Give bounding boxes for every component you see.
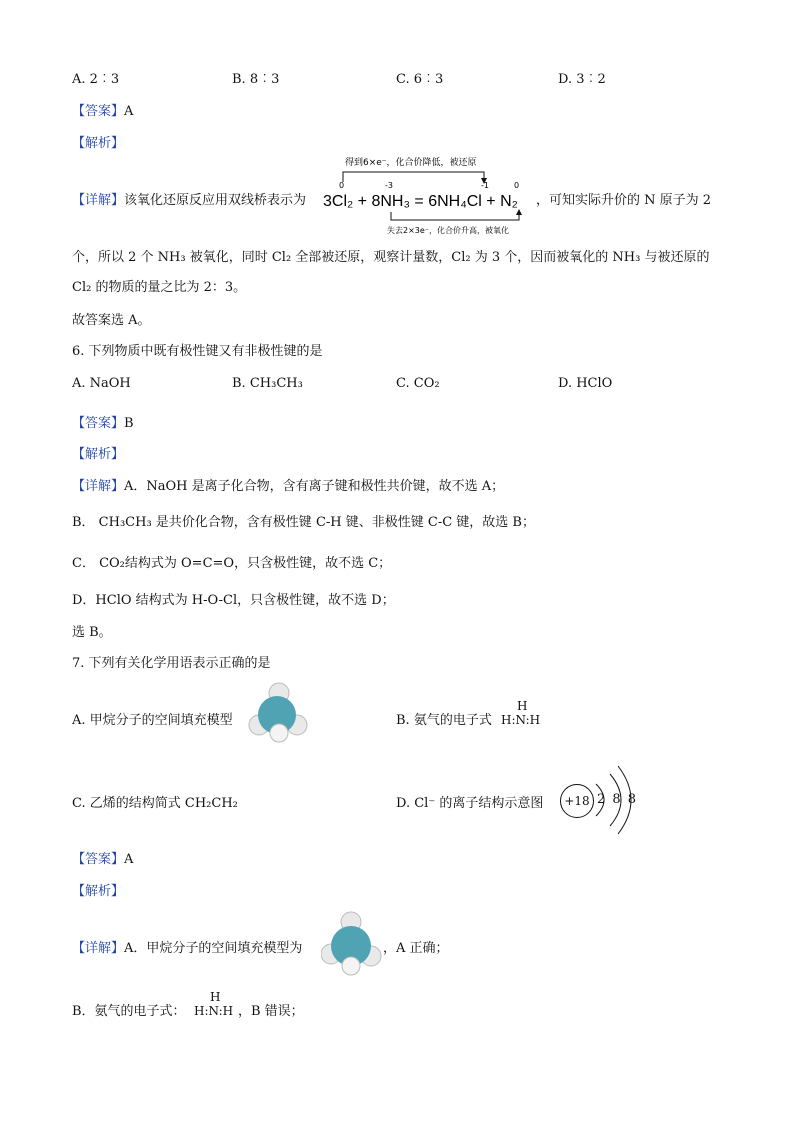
top-bracket <box>343 172 484 182</box>
q5-option-d: D. 3︰2 <box>558 72 606 87</box>
q6-option-c: C. CO₂ <box>396 376 440 391</box>
answer-tag: 【答案】 <box>72 852 125 867</box>
q7-analysis-tag: 【解析】 <box>72 884 125 899</box>
q6-option-d: D. HClO <box>558 376 613 391</box>
q5-detail-line3: Cl₂ 的物质的量之比为 2：3。 <box>72 280 247 295</box>
detail-tag: 【详解】 <box>72 193 125 208</box>
double-bridge-diagram <box>321 156 533 238</box>
nh3-row: H:N:H <box>194 1004 234 1018</box>
q6-analysis-tag: 【解析】 <box>72 447 125 462</box>
q6-answer <box>72 412 134 431</box>
nh3-electron-formula <box>501 699 540 727</box>
q6-detail-a <box>72 475 504 494</box>
q7-detail-b-end: ，B 错误； <box>238 1004 304 1019</box>
answer-value: A <box>124 852 134 867</box>
q7-detail-a <box>72 937 302 956</box>
q5-option-b: B. 8︰3 <box>232 72 280 87</box>
answer-value: B <box>124 416 134 431</box>
bottom-note: 失去2×3e⁻，化合价升高，被氧化 <box>387 226 510 235</box>
nh3-h-top: H <box>210 990 221 1004</box>
nh3-h-top: H <box>517 699 528 713</box>
q6-option-b: B. CH₃CH₃ <box>232 376 303 391</box>
electron-shells-icon <box>590 760 640 840</box>
ox-state: 0 <box>339 181 345 190</box>
detail-tag: 【详解】 <box>72 941 125 956</box>
top-note: 得到6×e⁻，化合价降低，被还原 <box>345 158 477 168</box>
q5-detail-line1-end: ，可知实际升价的 N 原子为 2 <box>536 193 712 208</box>
answer-tag: 【答案】 <box>72 416 125 431</box>
equation-text: 3Cl₂ + 8NH₃ = 6NH₄Cl + N₂ <box>323 193 518 210</box>
q5-option-a: A. 2︰3 <box>72 72 120 87</box>
detail-text: A．甲烷分子的空间填充模型为 <box>124 941 303 956</box>
detail-text: A．NaOH 是离子化合物，含有离子键和极性共价键，故不选 A； <box>124 479 505 494</box>
q6-detail-c: C． CO₂结构式为 O=C=O，只含极性键，故不选 C； <box>72 556 392 571</box>
answer-tag: 【答案】 <box>72 104 125 119</box>
q7-option-c: C. 乙烯的结构简式 CH₂CH₂ <box>72 796 238 811</box>
q5-option-c: C. 6︰3 <box>396 72 444 87</box>
q6-stem: 6. 下列物质中既有极性键又有非极性键的是 <box>72 344 323 359</box>
q7-detail-b: B．氨气的电子式： <box>72 1004 186 1019</box>
q5-detail-line2: 个，所以 2 个 NH₃ 被氧化，同时 Cl₂ 全部被还原，观察计量数，Cl₂ 为 3 个，因而被氧化的 NH₃ 与被还原的 <box>72 250 710 265</box>
bottom-bracket <box>391 212 519 220</box>
ox-state: -3 <box>385 181 393 190</box>
q7-option-b: B. 氨气的电子式 <box>396 713 492 728</box>
q6-option-a: A. NaOH <box>72 376 131 391</box>
q7-stem: 7. 下列有关化学用语表示正确的是 <box>72 656 271 671</box>
q5-detail-line1 <box>72 189 306 208</box>
q7-answer <box>72 848 133 867</box>
ion-shell-electrons: 2 8 8 <box>597 792 637 807</box>
q5-answer <box>72 100 133 119</box>
q7-detail-a-end: ，A 正确； <box>383 941 449 956</box>
nh3-electron-formula-2 <box>194 990 233 1018</box>
q5-conclusion: 故答案选 A。 <box>72 313 151 328</box>
q6-detail-d: D．HClO 结构式为 H-O-Cl，只含极性键，故不选 D； <box>72 593 395 608</box>
nh3-row: H:N:H <box>501 713 541 727</box>
q6-detail-b: B． CH₃CH₃ 是共价化合物，含有极性键 C-H 键、非极性键 C-C 键，故选 B； <box>72 515 535 530</box>
q7-option-d: D. Cl⁻ 的离子结构示意图 <box>396 796 544 811</box>
ox-state: -1 <box>481 181 489 190</box>
detail-text: 该氧化还原反应用双线桥表示为 <box>124 193 307 208</box>
methane-model-icon <box>247 681 309 743</box>
redox-equation <box>321 156 533 238</box>
detail-tag: 【详解】 <box>72 479 125 494</box>
ox-state: 0 <box>514 181 520 190</box>
answer-value: A <box>124 104 134 119</box>
methane-model-icon <box>321 910 383 976</box>
q6-conclusion: 选 B。 <box>72 625 112 640</box>
q5-analysis-tag: 【解析】 <box>72 136 125 151</box>
ion-nucleus: +18 <box>560 784 594 818</box>
q7-option-a: A. 甲烷分子的空间填充模型 <box>72 713 233 728</box>
